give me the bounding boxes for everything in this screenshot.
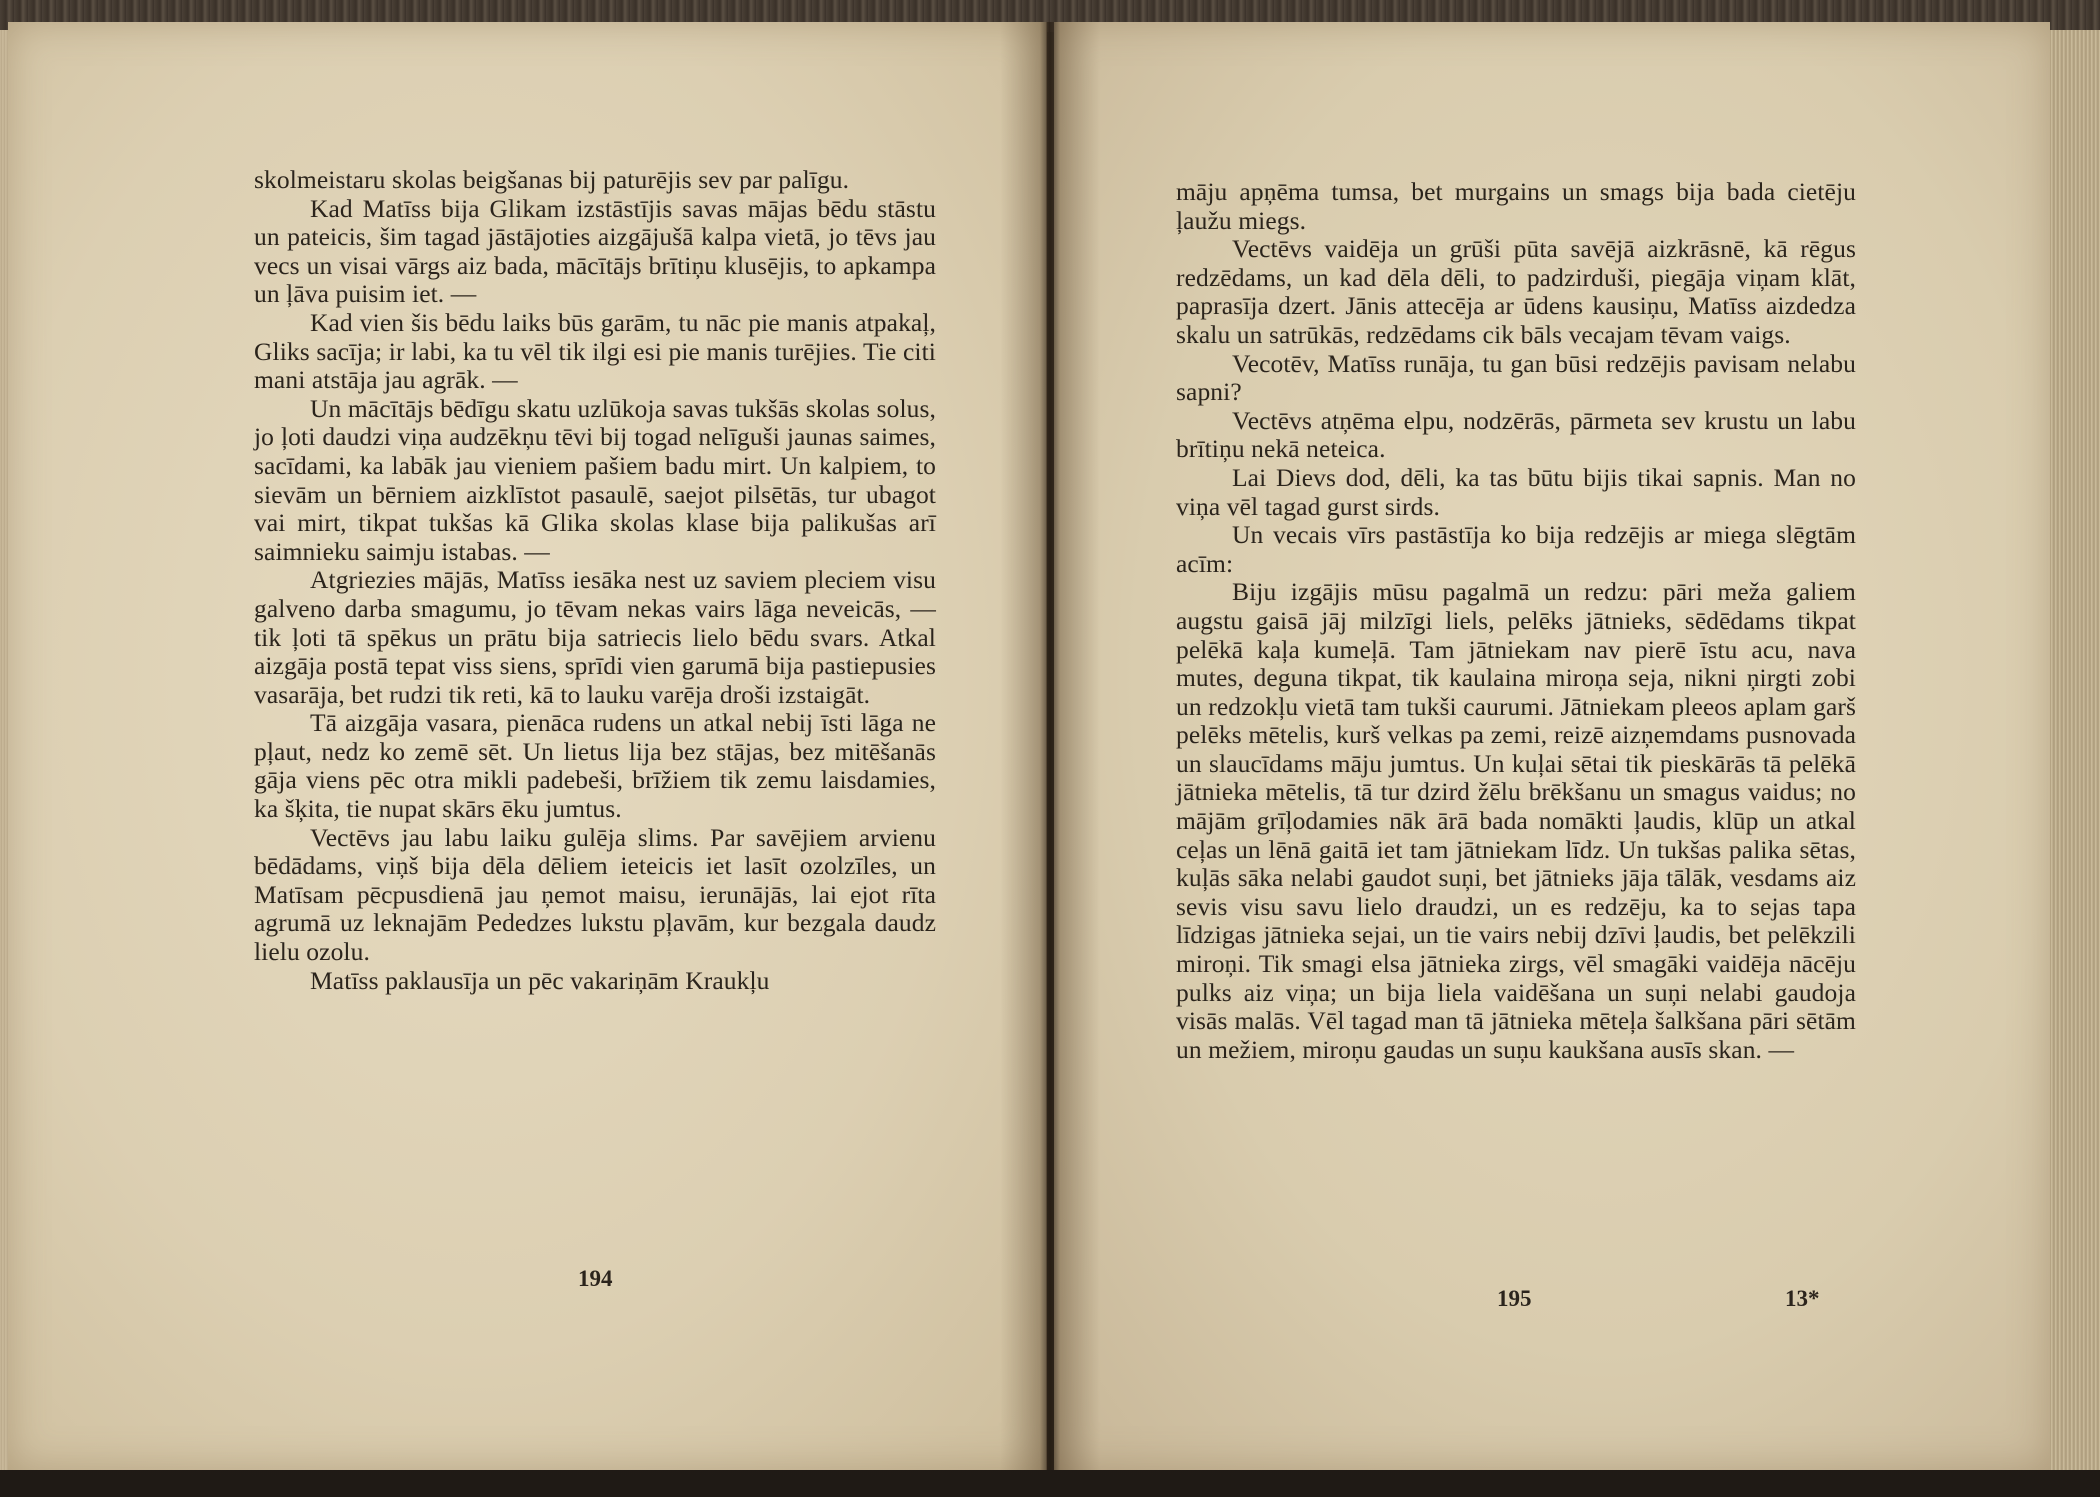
paragraph: Kad Matīss bija Glikam izstāstījis savas mājas bēdu stāstu un pateicis, šim tagad jāstājoties aizgājušā kalpa vietā, jo tēvs jau vecs un visai vārgs aiz bada, mācītājs brītiņu klusējis, to apkampa un ļāva puisim iet. —: [254, 193, 936, 309]
paragraph: Lai Dievs dod, dēli, ka tas būtu bijis tikai sapnis. Man no viņa vēl tagad gurst sirds.: [1176, 462, 1856, 521]
paragraph: Vectēvs vaidēja un grūši pūta savējā aizkrāsnē, kā rēgus redzēdams, un kad dēla dēli, to padzirduši, piegāja viņam klāt, paprasīja dzert. Jānis attecēja ar ūdens kausiņu, Matīss aizdedza skalu un satrūkās, redzēdams cik bāls vecajam tēvam vaigs.: [1176, 234, 1856, 349]
signature-mark: 13*: [1785, 1286, 1820, 1311]
paragraph: māju apņēma tumsa, bet murgains un smags bija bada cietēju ļaužu miegs.: [1176, 177, 1856, 235]
left-page-text: [254, 166, 936, 995]
paragraph: Matīss paklausīja un pēc vakariņām Kraukļu: [310, 965, 770, 995]
paragraph: Vecotēv, Matīss runāja, tu gan būsi redzējis pavisam nelabu sapni?: [1176, 348, 1856, 407]
book-gutter: [1000, 22, 1100, 1470]
paragraph: Biju izgājis mūsu pagalmā un redzu: pāri meža galiem augstu gaisā jāj milzīgi liels, pelēks jātnieks, sēdēdams tikpat pelēkā kaļa kumeļā. Tam jātniekam nav pierē īstu acu, nava mutes, deguna tikpat, tik kaulaina miroņa seja, nikni ņirgti zobi un redzokļu vietā tam tukši caurumi. Jātniekam pleeos aplam garš pelēks mētelis, kurš velkas pa zemi, reizē aizņemdams pusnovada un slaucīdams māju jumtus. Un kuļai sētai tik pieskārās tā pelēkā jātnieka mētelis, tā tur dzird žēlu brēkšanu un smagus vaidus; no mājām grīļodamies nāk ārā bada nomākti ļaudis, klūp un atkal ceļas un lēnā gaitā iet tam jātniekam līdz. Un tukšas palika sētas, kuļās sāka nelabi gaudot suņi, bet jātnieks jāja tālāk, vesdams aiz sevis visu savu lielo draudzi, un es redzēju, ka to sejas tapa līdzigas jātnieka sejai, un tie vairs nebij dzīvi ļaudis, bet pelēkzili miroņi. Tik smagi elsa jātnieka zirgs, vēl smagāki vaidēja nācēju pulks aiz viņa; un bija liela vaidēšana un suņi nelabi gaudoja visās malās. Vēl tagad man tā jātnieka mēteļa šalkšana pāri sētām un mežiem, miroņu gaudas un suņu kaukšana ausīs skan. —: [1176, 577, 1856, 1064]
paragraph: Vectēvs jau labu laiku gulēja slims. Par savējiem arvienu bēdādams, viņš bija dēla dēliem ieteicis iet lasīt ozolzīles, un Matīsam pēcpusdienā jau ņemot maisu, ierunājās, lai ejot rīta agrumā uz leknajām Pededzes lukstu pļavām, kur bezgala daudz lielu ozolu.: [254, 822, 936, 967]
paragraph: Un mācītājs bēdīgu skatu uzlūkoja savas tukšās skolas solus, jo ļoti daudzi viņa audzēkņu tēvi bij togad nelīguši jaunas saimes, sacīdami, ka labāk jau vieniem pašiem badu mirt. Un kalpiem, to sievām un bērniem aizklīstot pasaulē, saejot pilsētās, tur ubagot vai mirt, tikpat tukšas kā Glika skolas klase bija palikušas arī saimnieku saimju istabas. —: [254, 393, 936, 566]
paragraph: Kad vien šis bēdu laiks būs garām, tu nāc pie manis atpakaļ, Gliks sacīja; ir labi, ka tu vēl tik ilgi esi pie manis turējies. Tie citi mani atstāja jau agrāk. —: [254, 307, 936, 395]
paragraph: Atgriezies mājās, Matīss iesāka nest uz saviem pleciem visu galveno darba smagumu, jo tēvam nekas vairs lāga neveicās, — tik ļoti tā spēkus un prātu bija satriecis lielo bēdu svars. Atkal aizgāja postā tepat viss siens, sprīdi vien garumā bija pastiepusies vasarāja, bet rudzi tik reti, kā to lauku varēja droši izstaigāt.: [254, 565, 936, 709]
page-number: 195: [1497, 1286, 1532, 1311]
paragraph: skolmeistaru skolas beigšanas bij paturējis sev par palīgu.: [254, 165, 850, 194]
paragraph: Vectēvs atņēma elpu, nodzērās, pārmeta sev krustu un labu brītiņu nekā neteica.: [1176, 405, 1856, 464]
paragraph: Un vecais vīrs pastāstīja ko bija redzējis ar miega slēgtām acīm:: [1176, 520, 1856, 578]
page-number: 194: [578, 1266, 613, 1291]
paragraph: Tā aizgāja vasara, pienāca rudens un atkal nebij īsti lāga ne pļaut, nedz ko zemē sēt. Un lietus lija bez stājas, bez mitēšanās gāja viens pēc otra mikli padebeši, brīžiem tik zemu laisdamies, ka šķita, tie nupat skārs ēku jumtus.: [254, 708, 936, 824]
right-page-text: [1176, 178, 1856, 1064]
